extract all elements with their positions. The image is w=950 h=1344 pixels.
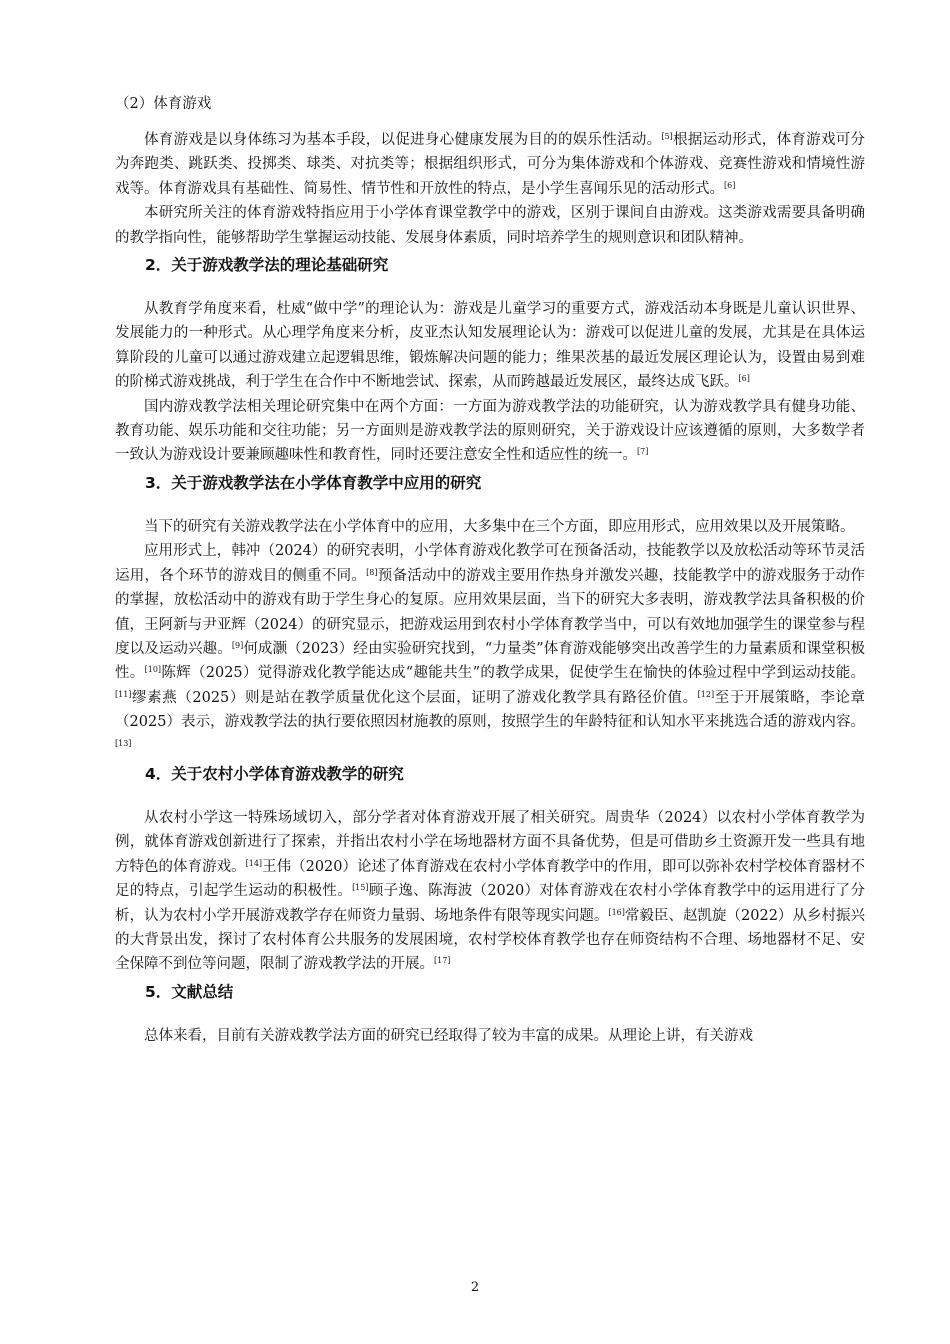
paragraph (115, 395, 865, 468)
text-run: 常毅臣、赵凯旋（2022）从乡村振兴的大背景出发，探讨了农村体育公共服务的发展困境，农村学校体育教学也存在师资结构不合理、场地器材不足、安全保障不到位等问题，限制了游戏教学法的开展。 (115, 907, 865, 973)
paragraph (115, 201, 865, 250)
citation-marker: [8] (366, 567, 378, 577)
text-run: 缪素燕（2025）则是站在教学质量优化这个层面，证明了游戏化教学具有路径价值。 (131, 689, 698, 706)
paragraph (115, 515, 865, 539)
paragraph (115, 128, 865, 201)
citation-marker: [16] (608, 907, 625, 917)
text-run: 陈辉（2025）觉得游戏化教学能达成“趣能共生”的教学成果，促使学生在愉快的体验过程中学到运动技能。 (161, 665, 865, 682)
text-run: 至于开展策略，李论章（2025）表示，游戏教学法的执行要依照因材施教的原则，按照学生的年龄特征和认知水平来挑选合适的游戏内容。 (115, 689, 865, 731)
citation-marker: [17] (434, 956, 451, 966)
citation-marker: [12] (697, 689, 715, 699)
paragraph (115, 1024, 865, 1048)
text-run: 何成灏（2023）经由实验研究找到，“力量类”体育游戏能够突出改善学生的力量素质和课堂积极性。 (115, 640, 865, 682)
citation-marker: [7] (637, 447, 649, 457)
text-run: 国内游戏教学法相关理论研究集中在两个方面：一方面为游戏教学法的功能研究，认为游戏教学具有健身功能、教育功能、娱乐功能和交往功能；另一方面则是游戏教学法的原则研究，关于游戏设计应该遵循的原则，大多数学者一致认为游戏设计要兼顾趣味性和教育性，同时还要注意安全性和适应性的统一。 (115, 398, 865, 464)
paragraph (115, 539, 865, 759)
text-run: 体育游戏是以身体练习为基本手段，以促进身心健康发展为目的的娱乐性活动。 (144, 132, 662, 148)
citation-marker: [11] (115, 689, 132, 699)
subsection-heading: （2）体育游戏 (115, 96, 212, 112)
text-run: 从农村小学这一特殊场域切入，部分学者对体育游戏开展了相关研究。周贵华（2024）以农村小学体育教学为例，就体育游戏创新进行了探索，并指出农村小学在场地器材方面不具备优势，但是可借助乡土资源开发一些具有地方特色的体育游戏。 (115, 809, 865, 875)
citation-marker: [6] (724, 180, 736, 190)
citation-marker: [9] (231, 640, 244, 650)
section-heading: 4．关于农村小学体育游戏教学的研究 (145, 764, 404, 783)
page-number: 2 (470, 1280, 480, 1295)
section-heading: 3．关于游戏教学法在小学体育教学中应用的研究 (145, 473, 482, 492)
citation-marker: [10] (144, 665, 162, 675)
text-run: 王伟（2020）论述了体育游戏在农村小学体育教学中的作用，即可以弥补农村学校体育器材不足的特点，引起学生运动的积极性。 (115, 858, 865, 900)
paragraph (115, 297, 865, 395)
section-heading: 5．文献总结 (145, 982, 234, 1001)
citation-marker: [5] (661, 132, 673, 141)
paragraph (115, 806, 865, 977)
text-run: 应用形式上，韩冲（2024）的研究表明，小学体育游戏化教学可在预备活动，技能教学以及放松活动等环节灵活运用，各个环节的游戏目的侧重不同。 (115, 543, 865, 584)
text-run: 本研究所关注的体育游戏特指应用于小学体育课堂教学中的游戏，区别于课间自由游戏。这类游戏需要具备明确的教学指向性，能够帮助学生掌握运动技能、发展身体素质，同时培养学生的规则意识和团队精神。 (115, 205, 865, 246)
text-run: 预备活动中的游戏主要用作热身并激发兴趣，技能教学中的游戏服务于动作的掌握，放松活动中的游戏有助于学生身心的复原。应用效果层面，当下的研究大多表明，游戏教学法具备积极的价值，王阿新与尹亚辉（2024）的研究显示，把游戏运用到农村小学体育教学当中，可以有效地加强学生的课堂参与程度以及运动兴趣。 (115, 567, 866, 657)
text-run: 顾子逸、陈海波（2020）对体育游戏在农村小学体育教学中的运用进行了分析，认为农村小学开展游戏教学存在师资力量弱、场地条件有限等现实问题。 (115, 883, 865, 924)
section-heading: 2．关于游戏教学法的理论基础研究 (145, 256, 389, 275)
citation-marker: [15] (352, 883, 369, 893)
document-body (115, 92, 865, 1048)
citation-marker: [14] (245, 858, 263, 868)
text-run: 总体来看，目前有关游戏教学法方面的研究已经取得了较为丰富的成果。从理论上讲，有关游戏 (144, 1027, 753, 1044)
text-run: 根据运动形式，体育游戏可分为奔跑类、跳跃类、投掷类、球类、对抗类等；根据组织形式，可分为集体游戏和个体游戏、竞赛性游戏和情境性游戏等。体育游戏具有基础性、简易性、情节性和开放性的特点，是小学生喜闻乐见的活动形式。 (115, 132, 866, 197)
citation-marker: [6] (738, 374, 750, 384)
text-run: 从教育学角度来看，杜威“做中学”的理论认为：游戏是儿童学习的重要方式，游戏活动本身既是儿童认识世界、发展能力的一种形式。从心理学角度来分析，皮亚杰认知发展理论认为：游戏可以促进儿童的发展，尤其是在具体运算阶段的儿童可以通过游戏建立起逻辑思维，锻炼解决问题的能力；维果茨基的最近发展区理论认为，设置由易到难的阶梯式游戏挑战，利于学生在合作中不断地尝试、探索，从而跨越最近发展区，最终达成飞跃。 (115, 301, 865, 391)
citation-marker: [13] (115, 738, 132, 748)
text-run: 当下的研究有关游戏教学法在小学体育中的应用，大多集中在三个方面，即应用形式，应用效果以及开展策略。 (144, 518, 855, 535)
